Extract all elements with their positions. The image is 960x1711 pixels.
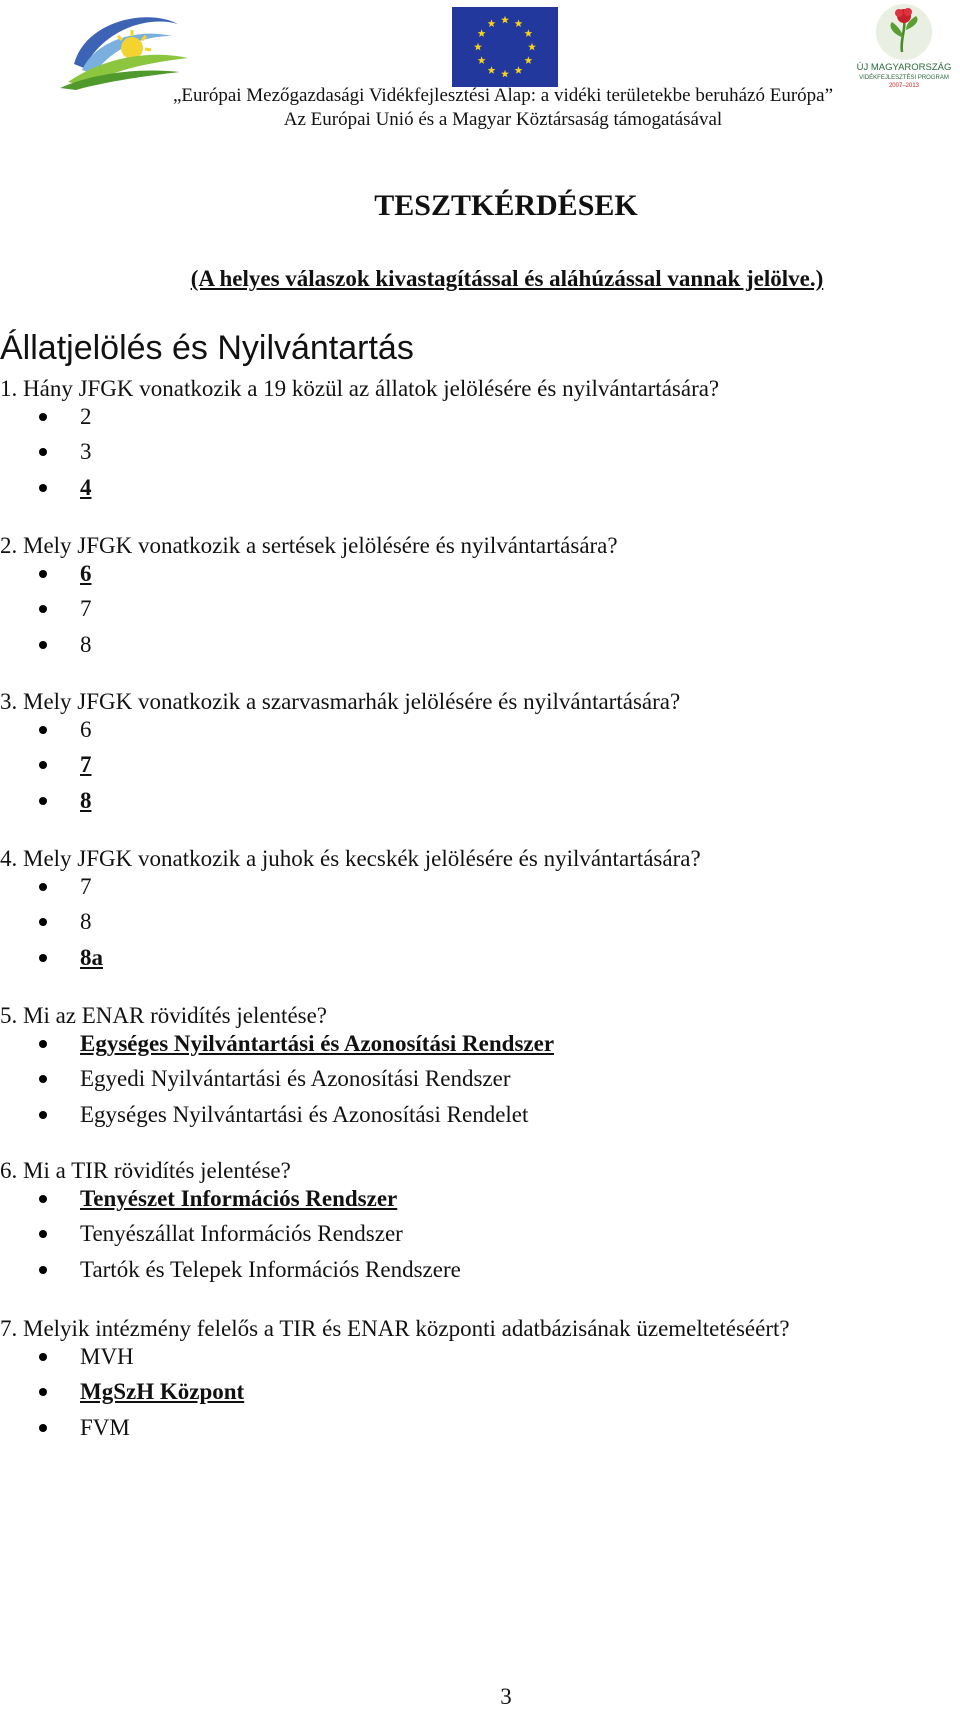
bullet-icon	[39, 1266, 47, 1274]
section-title: Állatjelölés és Nyilvántartás	[0, 329, 414, 367]
bullet-icon	[39, 641, 47, 649]
correct-answer-text: Egységes Nyilvántartási és Azonosítási Rendszer	[80, 1031, 555, 1056]
bullet-icon	[39, 448, 47, 456]
bullet-icon	[39, 954, 47, 962]
header-fund-line: „Európai Mezőgazdasági Vidékfejlesztési Alap: a vidéki területekbe beruházó Európa”	[172, 85, 834, 106]
answer-text: Egyedi Nyilvántartási és Azonosítási Rendszer	[80, 1066, 511, 1092]
correct-answer-text: 4	[80, 474, 92, 500]
page-title: TESZTKÉRDÉSEK	[374, 189, 638, 222]
answer-text: Egységes Nyilvántartási és Azonosítási Rendelet	[80, 1101, 529, 1127]
bullet-icon	[39, 570, 47, 578]
correct-answer-text: 8a	[80, 944, 103, 970]
bullet-icon	[39, 605, 47, 613]
bullet-icon	[39, 1388, 47, 1396]
answer-text: 7	[80, 874, 92, 899]
correct-answer-text: 6	[80, 561, 92, 586]
bullet-icon	[39, 918, 47, 926]
uj-magyarorszag-logo	[848, 2, 960, 90]
bullet-icon	[39, 484, 47, 492]
answer-text: Tenyészállat Információs Rendszer	[80, 1221, 403, 1247]
question-text: 2. Mely JFGK vonatkozik a sertések jelölésére és nyilvántartására?	[0, 533, 618, 558]
question-text: 1. Hány JFGK vonatkozik a 19 közül az állatok jelölésére és nyilvántartására?	[0, 376, 720, 401]
bullet-icon	[39, 797, 47, 805]
answer-text: 2	[80, 404, 92, 429]
answer-text: 6	[80, 717, 92, 742]
bullet-icon	[39, 883, 47, 891]
page-number: 3	[500, 1684, 512, 1709]
bullet-icon	[39, 1075, 47, 1083]
correct-answer-text: 7	[80, 752, 92, 778]
answer-text: 7	[80, 596, 92, 622]
bullet-icon	[39, 1230, 47, 1238]
question-text: 7. Melyik intézmény felelős a TIR és ENAR központi adatbázisának üzemeltetéséért?	[0, 1316, 790, 1341]
question-text: 4. Mely JFGK vonatkozik a juhok és kecskék jelölésére és nyilvántartására?	[0, 846, 701, 871]
answer-text: MVH	[80, 1344, 134, 1369]
svg-text:ÚJ MAGYARORSZÁG: ÚJ MAGYARORSZÁG	[856, 62, 952, 73]
answer-text: 8	[80, 909, 92, 935]
header-support-line: Az Európai Unió és a Magyar Köztársaság támogatásával	[283, 109, 723, 130]
rural-development-logo	[56, 6, 192, 90]
bullet-icon	[39, 1111, 47, 1119]
page-subtitle: (A helyes válaszok kivastagítással és aláhúzással vannak jelölve.)	[190, 266, 824, 291]
bullet-icon	[39, 1195, 47, 1203]
correct-answer-text: Tenyészet Információs Rendszer	[80, 1186, 398, 1211]
question-text: 3. Mely JFGK vonatkozik a szarvasmarhák jelölésére és nyilvántartására?	[0, 689, 681, 714]
bullet-icon	[39, 761, 47, 769]
svg-text:VIDÉKFEJLESZTÉSI PROGRAM: VIDÉKFEJLESZTÉSI PROGRAM	[859, 75, 949, 81]
answer-text: 3	[80, 439, 92, 465]
bullet-icon	[39, 413, 47, 421]
correct-answer-text: 8	[80, 787, 92, 813]
answer-text: Tartók és Telepek Információs Rendszere	[80, 1256, 461, 1282]
question-text: 6. Mi a TIR rövidítés jelentése?	[0, 1158, 291, 1183]
bullet-icon	[39, 1424, 47, 1432]
bullet-icon	[39, 1353, 47, 1361]
correct-answer-text: MgSzH Központ	[80, 1379, 245, 1405]
eu-flag-logo	[452, 7, 558, 87]
answer-text: FVM	[80, 1414, 130, 1440]
svg-text:2007–2013: 2007–2013	[888, 83, 920, 89]
question-text: 5. Mi az ENAR rövidítés jelentése?	[0, 1003, 328, 1028]
answer-text: 8	[80, 631, 92, 657]
bullet-icon	[39, 1040, 47, 1048]
bullet-icon	[39, 726, 47, 734]
